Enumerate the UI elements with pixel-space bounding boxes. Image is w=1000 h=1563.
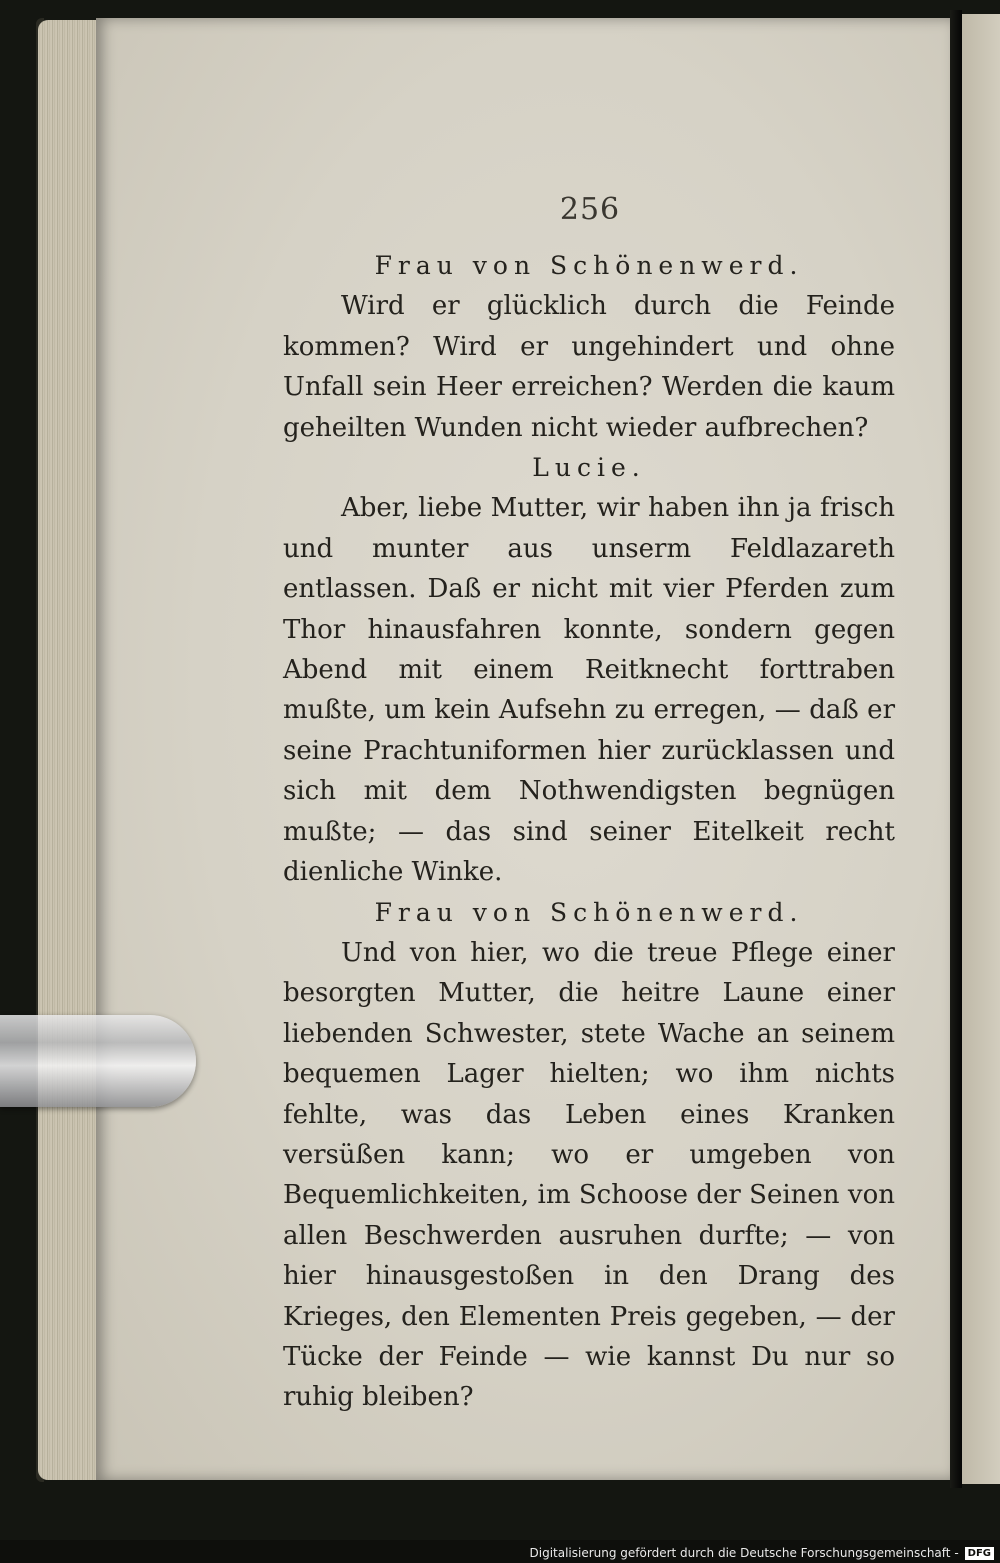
paragraph: Aber, liebe Mutter, wir haben ihn ja frisch und munter aus unserm Feldlazareth entlassen. Daß er nicht mit vier Pferden zum Thor hinausfahren konnte, sondern gegen Abend mit einem Reitknecht forttraben mußte, um kein Aufsehn zu erregen, — daß er seine Prachtuniformen hier zurücklassen und sich mit dem Nothwendigsten begnügen mußte; — das sind seiner Eitelkeit recht dienliche Winke.	[283, 493, 895, 888]
page-clip	[0, 1015, 196, 1107]
paragraph: Wird er glücklich durch die Feinde kommen? Wird er ungehindert und ohne Unfall sein Heer erreichen? Werden die kaum geheilten Wunden nicht wieder aufbrechen?	[283, 291, 895, 443]
dfg-logo-icon: DFG	[965, 1547, 994, 1560]
digitization-footer	[530, 1543, 995, 1563]
speaker-heading: Lucie.	[532, 453, 646, 483]
paragraph: Und von hier, wo die treue Pflege einer besorgten Mutter, die heitre Laune einer liebenden Schwester, stete Wache an seinem bequemen Lager hielten; wo ihm nichts fehlte, was das Leben eines Kranken versüßen kann; wo er umgeben von Bequemlichkeiten, im Schoose der Seinen von allen Beschwerden ausruhen durfte; — von hier hinausgestoßen in den Drang des Krieges, den Elementen Preis gegeben, — der Tücke der Feinde — wie kannst Du nur so ruhig bleiben?	[283, 937, 895, 1413]
facing-page-edge	[962, 14, 1000, 1484]
book-gutter	[950, 10, 962, 1488]
speaker-heading: Frau von Schönenwerd.	[374, 897, 804, 927]
page-number: 256	[559, 192, 621, 227]
footer-credit: Digitalisierung gefördert durch die Deutsche Forschungsgemeinschaft -	[529, 1546, 959, 1560]
speaker-heading: Frau von Schönenwerd.	[374, 251, 804, 280]
page-text	[283, 246, 895, 1418]
